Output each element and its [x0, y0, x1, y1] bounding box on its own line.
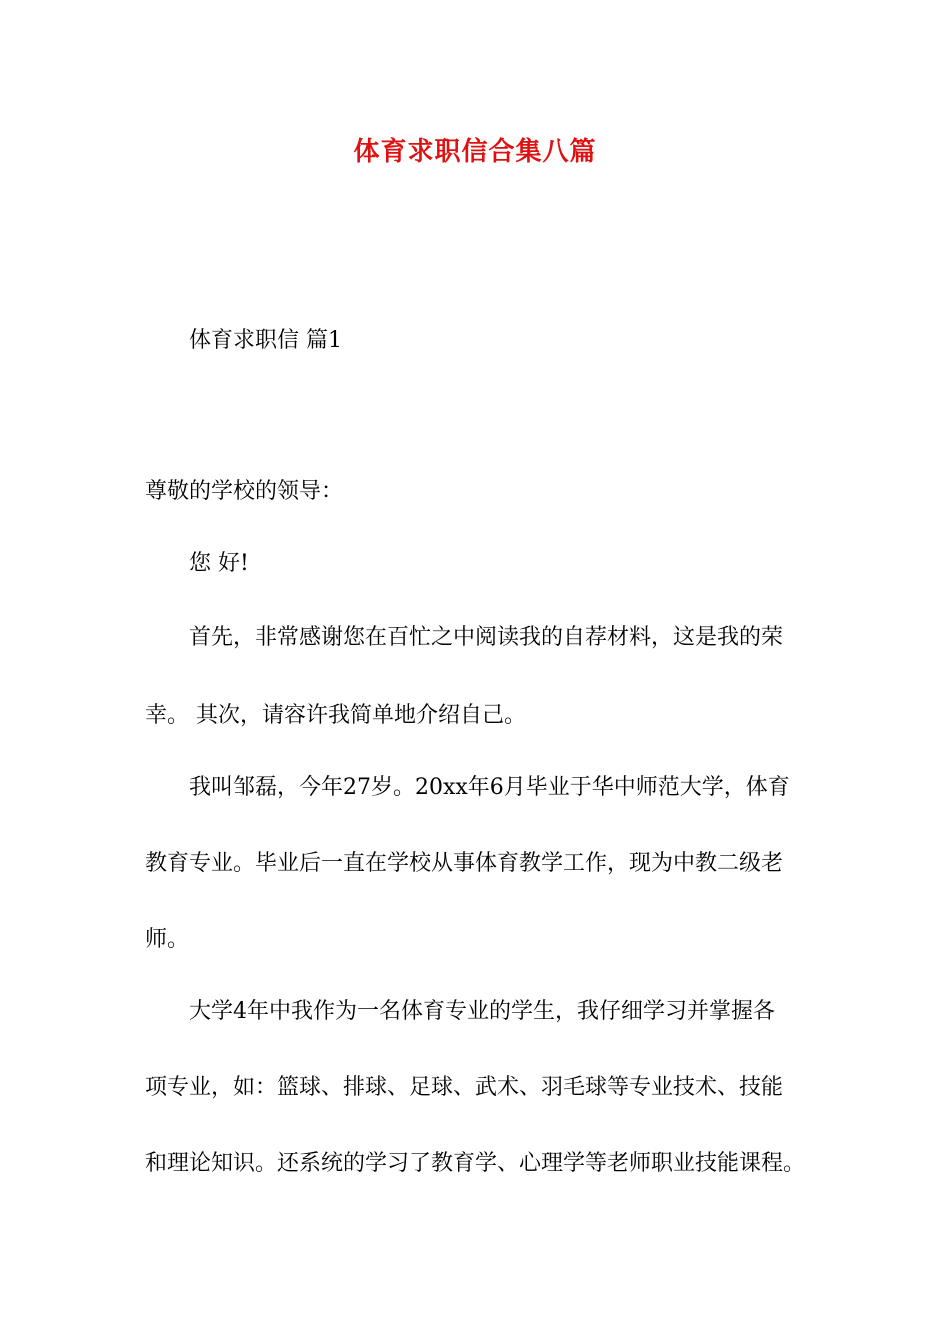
paragraph-line: 和理论知识。还系统的学习了教育学、心理学等老师职业技能课程。: [145, 1151, 806, 1176]
document-title: 体育求职信合集八篇: [353, 137, 597, 167]
paragraph-line: 项专业，如：篮球、排球、足球、武术、羽毛球等专业技术、技能: [145, 1075, 784, 1100]
greeting: 您 好!: [189, 551, 249, 576]
paragraph-line: 我叫邹磊，今年27岁。20xx年6月毕业于华中师范大学，体育: [189, 775, 790, 800]
paragraph-line: 师。: [145, 927, 190, 952]
section-heading: 体育求职信 篇1: [189, 328, 342, 353]
paragraph-line: 教育专业。毕业后一直在学校从事体育教学工作，现为中教二级老: [145, 851, 784, 876]
paragraph-line: 首先，非常感谢您在百忙之中阅读我的自荐材料，这是我的荣: [189, 625, 784, 650]
paragraph-line: 幸。 其次，请容许我简单地介绍自己。: [145, 703, 526, 728]
paragraph-line: 大学4年中我作为一名体育专业的学生，我仔细学习并掌握各: [189, 999, 775, 1024]
salutation: 尊敬的学校的领导：: [145, 479, 344, 504]
